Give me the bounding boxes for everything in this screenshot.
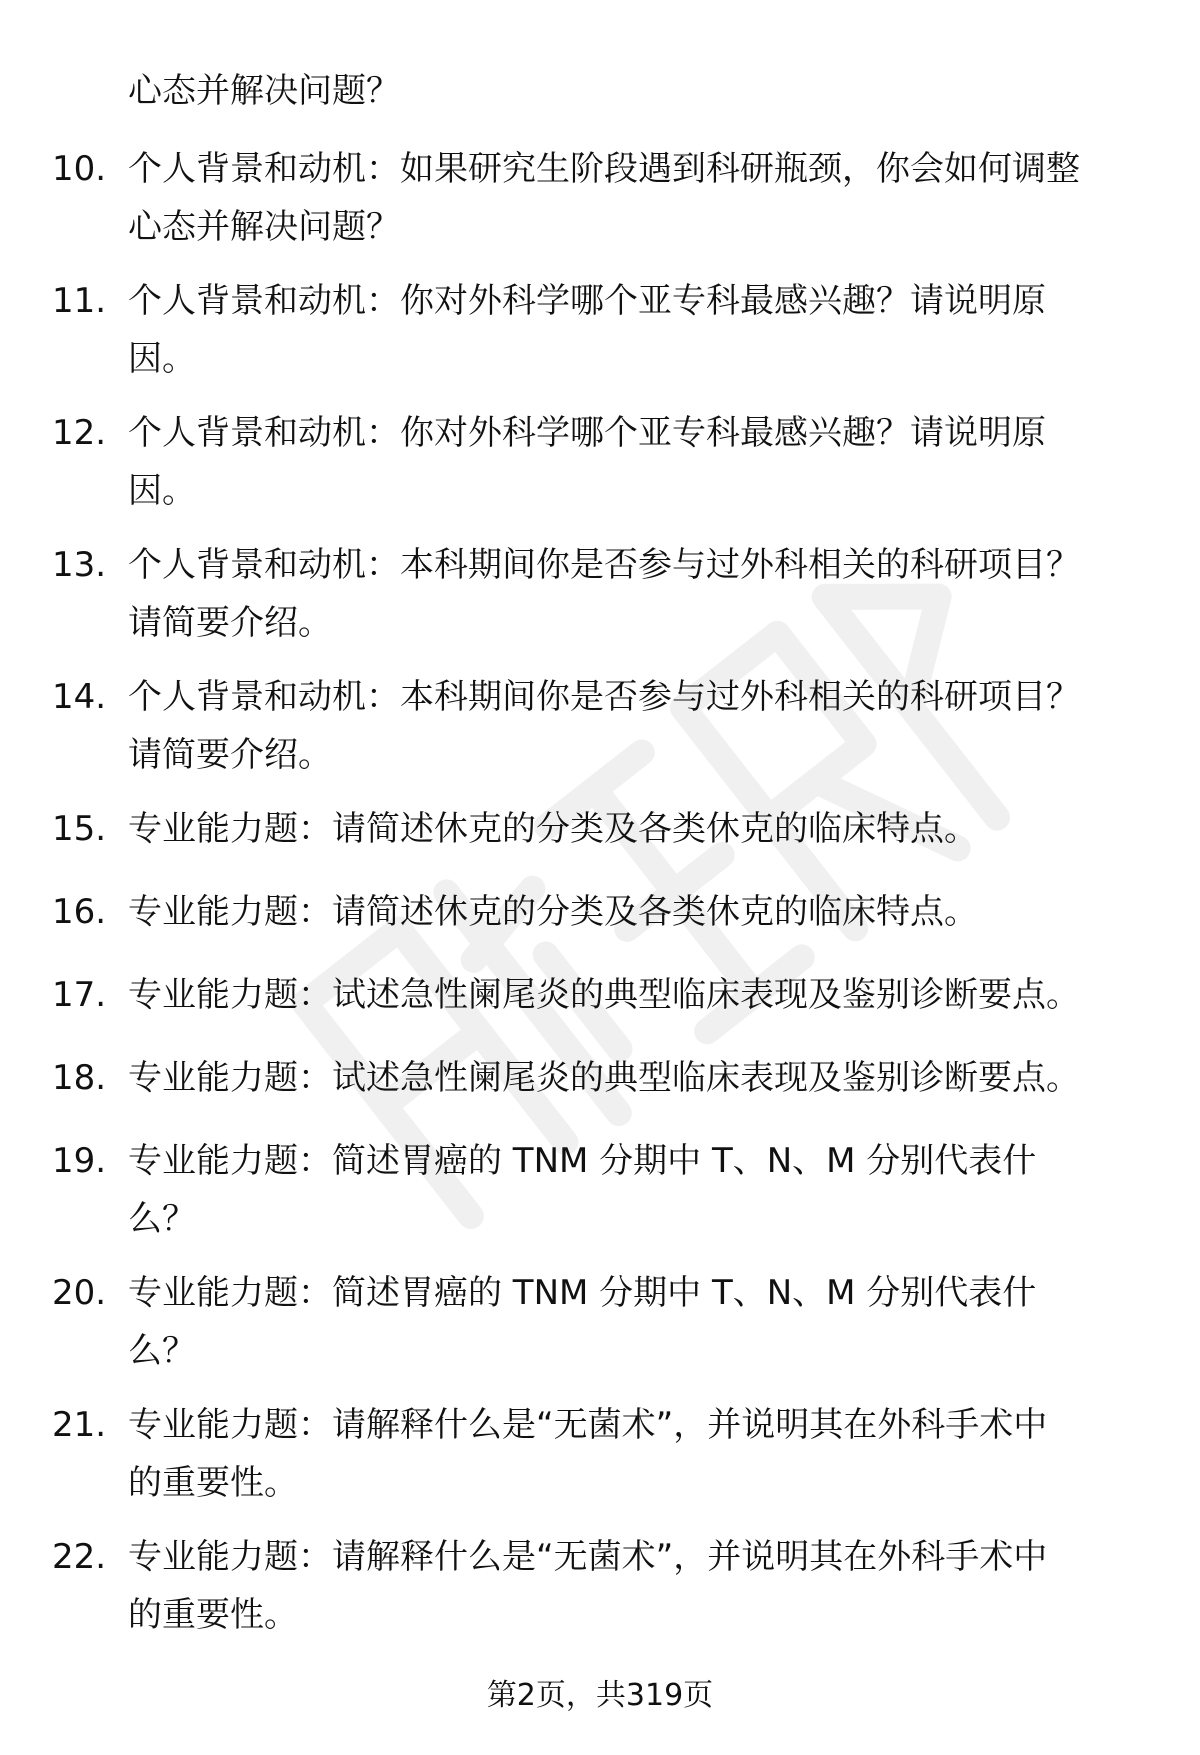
question-text bbox=[128, 1132, 1138, 1248]
question-number: 18. bbox=[52, 1058, 107, 1098]
question-line: 专业能力题：请简述休克的分类及各类休克的临床特点。 bbox=[128, 892, 978, 932]
question-number: 13. bbox=[52, 545, 107, 585]
question-number: 22. bbox=[52, 1537, 107, 1577]
question-item bbox=[0, 800, 1200, 883]
question-line: 专业能力题：简述胃癌的 TNM 分期中 T、N、M 分别代表什 bbox=[128, 1141, 1037, 1181]
question-text bbox=[128, 140, 1138, 256]
question-number: 15. bbox=[52, 809, 107, 849]
question-text bbox=[128, 1264, 1138, 1380]
question-item bbox=[0, 1264, 1200, 1396]
question-line: 个人背景和动机：本科期间你是否参与过外科相关的科研项目？ bbox=[128, 545, 1080, 585]
question-line: 因。 bbox=[128, 339, 196, 379]
question-text bbox=[128, 966, 1138, 1024]
question-number: 17. bbox=[52, 975, 107, 1015]
question-item bbox=[0, 668, 1200, 800]
question-number: 11. bbox=[52, 281, 107, 321]
question-list bbox=[0, 140, 1200, 1660]
question-line: 个人背景和动机：你对外科学哪个亚专科最感兴趣？请说明原 bbox=[128, 413, 1046, 453]
question-text bbox=[128, 1049, 1138, 1107]
question-item bbox=[0, 536, 1200, 668]
question-text bbox=[128, 1396, 1138, 1512]
question-item bbox=[0, 883, 1200, 966]
question-line: 专业能力题：请解释什么是“无菌术”，并说明其在外科手术中 bbox=[128, 1537, 1048, 1577]
question-item bbox=[0, 1396, 1200, 1528]
question-line: 请简要介绍。 bbox=[128, 735, 332, 775]
question-line: 专业能力题：请解释什么是“无菌术”，并说明其在外科手术中 bbox=[128, 1405, 1048, 1445]
question-text bbox=[128, 1528, 1138, 1644]
question-number: 19. bbox=[52, 1141, 107, 1181]
question-line: 专业能力题：请简述休克的分类及各类休克的临床特点。 bbox=[128, 809, 978, 849]
question-text bbox=[128, 272, 1138, 388]
question-number: 14. bbox=[52, 677, 107, 717]
question-item bbox=[0, 1132, 1200, 1264]
question-number: 16. bbox=[52, 892, 107, 932]
question-number: 20. bbox=[52, 1273, 107, 1313]
question-line: 专业能力题：简述胃癌的 TNM 分期中 T、N、M 分别代表什 bbox=[128, 1273, 1037, 1313]
question-line: 因。 bbox=[128, 471, 196, 511]
question-line: 个人背景和动机：你对外科学哪个亚专科最感兴趣？请说明原 bbox=[128, 281, 1046, 321]
question-line: 心态并解决问题？ bbox=[128, 207, 400, 247]
question-line: 专业能力题：试述急性阑尾炎的典型临床表现及鉴别诊断要点。 bbox=[128, 1058, 1080, 1098]
question-line: 么？ bbox=[128, 1331, 196, 1371]
question-text bbox=[128, 668, 1138, 784]
continued-question-text: 心态并解决问题？ bbox=[128, 71, 400, 111]
question-number: 21. bbox=[52, 1405, 107, 1445]
question-line: 的重要性。 bbox=[128, 1595, 298, 1635]
question-item bbox=[0, 1528, 1200, 1660]
question-line: 么？ bbox=[128, 1199, 196, 1239]
question-number: 12. bbox=[52, 413, 107, 453]
question-item bbox=[0, 1049, 1200, 1132]
page-footer: 第2页，共319页 bbox=[486, 1678, 714, 1713]
question-line: 的重要性。 bbox=[128, 1463, 298, 1503]
question-item bbox=[0, 966, 1200, 1049]
question-line: 个人背景和动机：本科期间你是否参与过外科相关的科研项目？ bbox=[128, 677, 1080, 717]
question-line: 专业能力题：试述急性阑尾炎的典型临床表现及鉴别诊断要点。 bbox=[128, 975, 1080, 1015]
question-text bbox=[128, 800, 1138, 858]
question-text bbox=[128, 404, 1138, 520]
question-number: 10. bbox=[52, 149, 107, 189]
question-line: 个人背景和动机：如果研究生阶段遇到科研瓶颈，你会如何调整 bbox=[128, 149, 1080, 189]
question-text bbox=[128, 536, 1138, 652]
question-line: 请简要介绍。 bbox=[128, 603, 332, 643]
question-item bbox=[0, 140, 1200, 272]
question-text bbox=[128, 883, 1138, 941]
question-item bbox=[0, 272, 1200, 404]
question-item bbox=[0, 404, 1200, 536]
